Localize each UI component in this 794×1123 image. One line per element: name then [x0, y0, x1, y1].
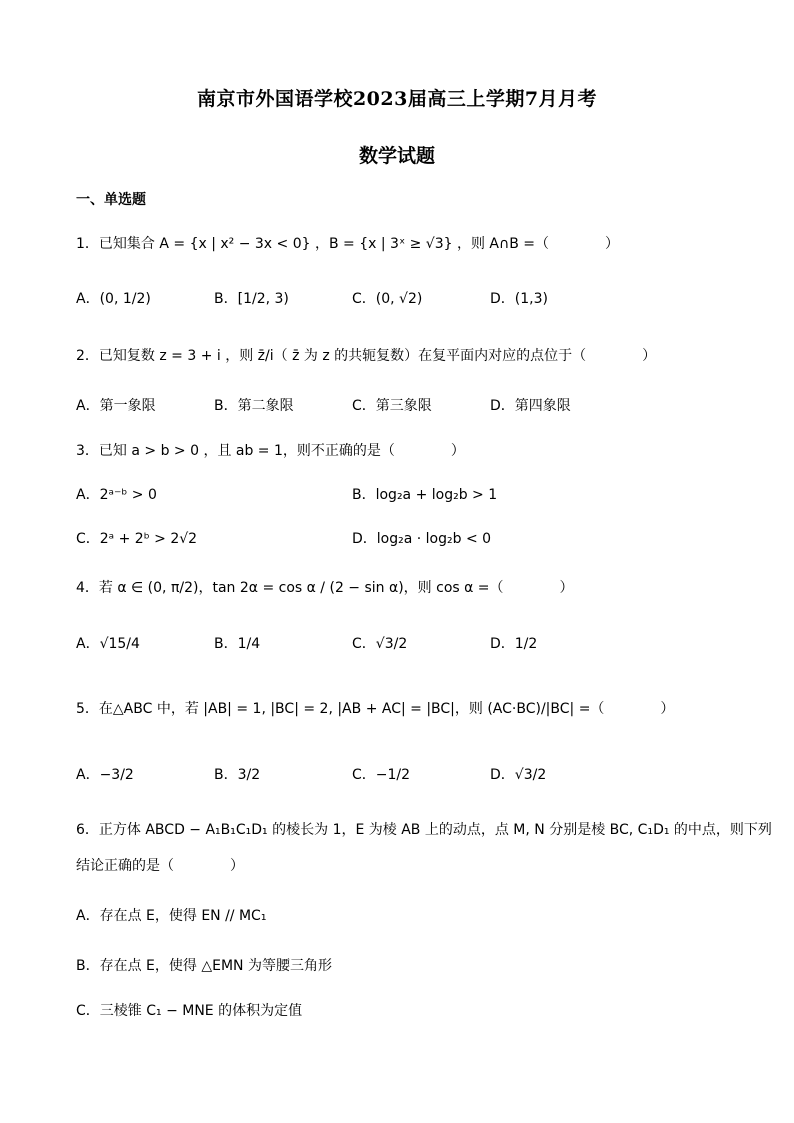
question-1-option-b: B．[1/2, 3) — [214, 291, 289, 307]
question-4-option-d: D．1/2 — [490, 636, 538, 652]
question-4-option-c: C．√3/2 — [352, 636, 408, 652]
question-2-option-a: A．第一象限 — [76, 398, 156, 414]
exam-title: 南京市外国语学校2023届高三上学期7月月考 — [196, 88, 598, 110]
question-6-stem-continued: 结论正确的是（ ） — [76, 858, 244, 874]
question-5-stem: 5．在△ABC 中，若 |AB| = 1, |BC| = 2, |AB + AC| = |BC|，则 (AC·BC)/|BC| =（ ） — [76, 701, 675, 717]
question-1-stem: 1．已知集合 A = {x | x² − 3x < 0} ，B = {x | 3ˣ ≥ √3} ，则 A∩B =（ ） — [76, 236, 620, 252]
question-1-option-d: D．(1,3) — [490, 291, 548, 307]
question-1-option-c: C．(0, √2) — [352, 291, 423, 307]
question-6-option-c: C．三棱锥 C₁ − MNE 的体积为定值 — [76, 1003, 303, 1019]
question-3-option-b: B．log₂a + log₂b > 1 — [352, 487, 498, 503]
question-2-option-d: D．第四象限 — [490, 398, 571, 414]
question-6-option-b: B．存在点 E，使得 △EMN 为等腰三角形 — [76, 958, 332, 974]
question-5-option-d: D．√3/2 — [490, 767, 547, 783]
exam-subtitle: 数学试题 — [358, 145, 435, 167]
question-3-option-a: A．2ᵃ⁻ᵇ > 0 — [76, 487, 157, 503]
question-6-option-a: A．存在点 E，使得 EN // MC₁ — [76, 908, 267, 924]
question-5-option-c: C．−1/2 — [352, 767, 411, 783]
question-5-option-a: A．−3/2 — [76, 767, 134, 783]
question-2-option-b: B．第二象限 — [214, 398, 294, 414]
question-1-option-a: A．(0, 1/2) — [76, 291, 151, 307]
question-2-stem: 2．已知复数 z = 3 + i ，则 z̄/i（ z̄ 为 z 的共轭复数）在复平面内对应的点位于（ ） — [76, 348, 657, 364]
question-4-stem: 4．若 α ∈ (0, π/2)，tan 2α = cos α / (2 − sin α)，则 cos α =（ ） — [76, 580, 574, 596]
question-5-option-b: B．3/2 — [214, 767, 261, 783]
question-3-stem: 3．已知 a > b > 0 ，且 ab = 1，则不正确的是（ ） — [76, 443, 465, 459]
question-4-option-a: A．√15/4 — [76, 636, 140, 652]
question-2-option-c: C．第三象限 — [352, 398, 432, 414]
section-heading: 一、单选题 — [76, 192, 146, 208]
question-3-option-c: C．2ᵃ + 2ᵇ > 2√2 — [76, 531, 198, 547]
question-6-stem: 6．正方体 ABCD − A₁B₁C₁D₁ 的棱长为 1，E 为棱 AB 上的动点，点 M, N 分别是棱 BC, C₁D₁ 的中点，则下列 — [76, 822, 772, 838]
question-4-option-b: B．1/4 — [214, 636, 261, 652]
question-3-option-d: D．log₂a · log₂b < 0 — [352, 531, 492, 547]
